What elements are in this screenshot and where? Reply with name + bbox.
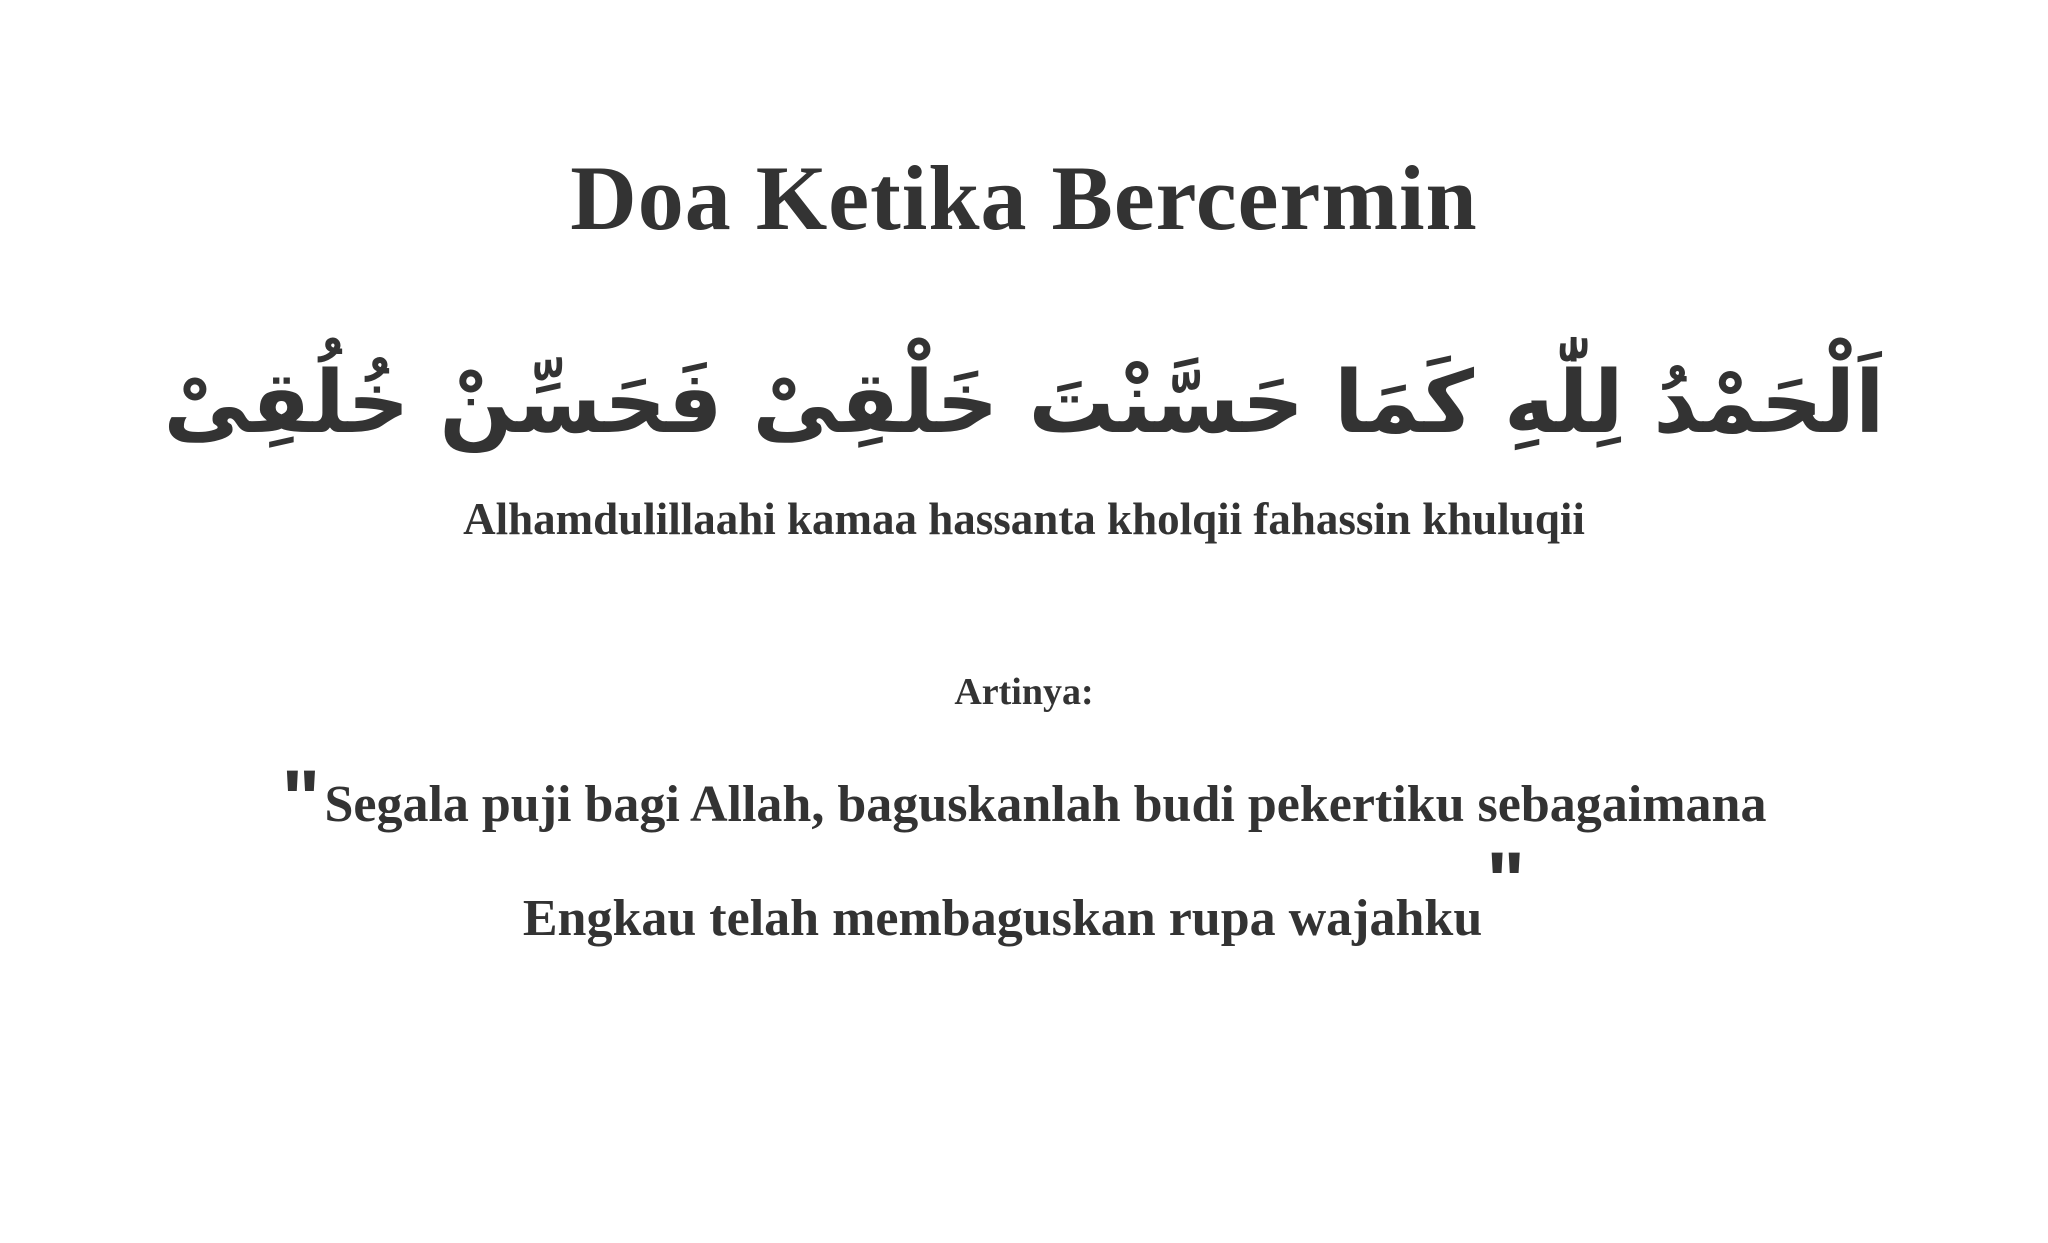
arabic-prayer-text: اَلْحَمْدُ لِلّٰهِ كَمَا حَسَّنْتَ خَلْقِىْ فَحَسِّنْ خُلُقِىْ: [163, 353, 1885, 453]
meaning-text: [0, 748, 2048, 976]
transliteration-text: Alhamdulillaahi kamaa hassanta kholqii fahassin khuluqii: [463, 494, 1585, 544]
closing-quote-mark: ": [1486, 836, 1526, 927]
meaning-label: Artinya:: [954, 671, 1094, 713]
opening-quote-mark: ": [281, 754, 321, 845]
page-title: Doa Ketika Bercermin: [570, 147, 1478, 249]
meaning-line-1: Segala puji bagi Allah, baguskanlah budi pekertiku sebagaimana: [324, 776, 1767, 833]
meaning-line-2: Engkau telah membaguskan rupa wajahku: [522, 890, 1483, 947]
